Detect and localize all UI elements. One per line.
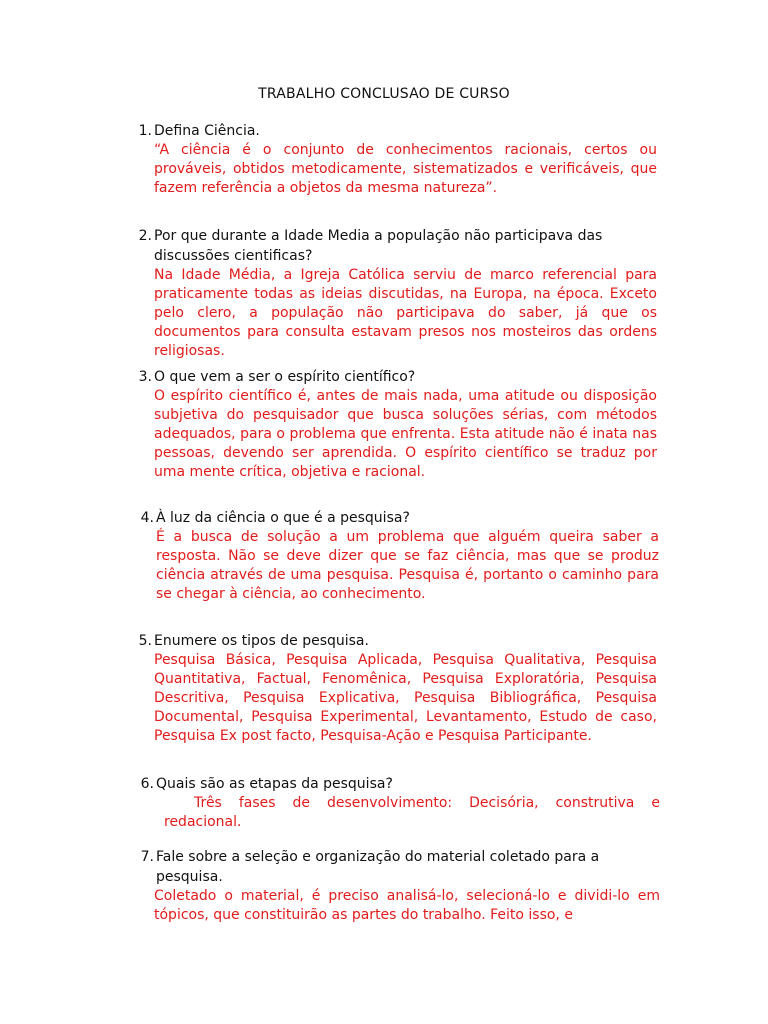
question-text: Por que durante a Idade Media a população não participava das discussões cientificas? bbox=[154, 228, 603, 264]
question-3 bbox=[132, 367, 657, 482]
question-number: 5. bbox=[138, 633, 152, 649]
question-number: 4. bbox=[140, 510, 154, 526]
question-text: Fale sobre a seleção e organização do material coletado para a pesquisa. bbox=[156, 849, 600, 885]
answer-text: Na Idade Média, a Igreja Católica serviu de marco referencial para praticamente todas as ideias discutidas, na Europa, na época. Exceto pelo clero, a população não participava do saber, já que os documentos para consulta estavam presos nos mosteiros das ordens religiosas. bbox=[154, 267, 657, 359]
question-number: 6. bbox=[140, 776, 154, 792]
question-1 bbox=[132, 121, 657, 198]
answer-text: Três fases de desenvolvimento: Decisória, construtiva e redacional. bbox=[164, 795, 660, 830]
question-number: 3. bbox=[138, 369, 152, 385]
answer-text: O espírito científico é, antes de mais nada, uma atitude ou disposição subjetiva do pesquisador que busca soluções sérias, com métodos adequados, para o problema que enfrenta. Esta atitude não é inata nas pessoas, devendo ser aprendida. O espírito científico se traduz por uma mente crítica, objetiva e racional. bbox=[154, 388, 657, 480]
question-6 bbox=[134, 774, 660, 832]
question-number: 7. bbox=[140, 849, 154, 865]
question-4 bbox=[134, 508, 659, 604]
question-text: À luz da ciência o que é a pesquisa? bbox=[156, 510, 410, 526]
question-text: Enumere os tipos de pesquisa. bbox=[154, 633, 369, 649]
document-title: TRABALHO CONCLUSAO DE CURSO bbox=[258, 86, 510, 102]
question-number: 2. bbox=[138, 228, 152, 244]
question-text: Defina Ciência. bbox=[154, 123, 260, 139]
answer-text: Pesquisa Básica, Pesquisa Aplicada, Pesquisa Qualitativa, Pesquisa Quantitativa, Factual, Fenomênica, Pesquisa Exploratória, Pesquisa Descritiva, Pesquisa Explicativa, Pesquisa Bibliográfica, Pesquisa Documental, Pesquisa Experimental, Levantamento, Estudo de caso, Pesquisa Ex post facto, Pesquisa-Ação e Pesquisa Participante. bbox=[154, 652, 657, 744]
answer-text: Coletado o material, é preciso analisá-lo, selecioná-lo e dividi-lo em tópicos, que constituirão as partes do trabalho. Feito isso, e bbox=[154, 888, 660, 923]
question-text: Quais são as etapas da pesquisa? bbox=[156, 776, 393, 792]
answer-text: “A ciência é o conjunto de conhecimentos racionais, certos ou prováveis, obtidos metodicamente, sistematizados e verificáveis, que fazem referência a objetos da mesma natureza”. bbox=[154, 142, 657, 196]
question-text: O que vem a ser o espírito científico? bbox=[154, 369, 416, 385]
answer-text: É a busca de solução a um problema que alguém queira saber a resposta. Não se deve dizer que se faz ciência, mas que se produz ciência através de uma pesquisa. Pesquisa é, portanto o caminho para se chegar à ciência, ao conhecimento. bbox=[156, 529, 659, 602]
question-5 bbox=[132, 631, 657, 746]
question-7 bbox=[134, 847, 660, 925]
question-2 bbox=[132, 226, 657, 361]
question-number: 1. bbox=[138, 123, 152, 139]
